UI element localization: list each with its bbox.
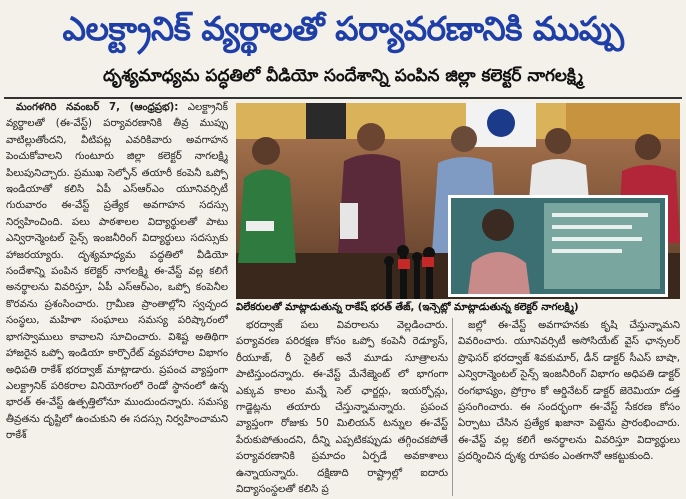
column-right-text: జల్లో ఈ-వేస్ట్ అవగాహనకు కృషి చేస్తున్నామని వివరించారు. యూనివర్సిటీ అసోసియేట్ వైస్ ఛాన్సలర్ ప్రొఫెసర్ భరద్వాజ్ శివకుమార్, డీన్ డాక్టర్ సీఎస్ బాషా, ఎన్విరాన్మెంటల్ సైన్స్ ఇంజనీరింగ్ విభాగం అధిపతి డాక్టర్ రంగభాష్యం, ప్రోగ్రాం కో ఆర్డినేటర్ డాక్టర్ జెరెమియా దత్త ప్రసంగించారు. ఈ సందర్భంగా ఈ-వేస్ట్ సేకరణ కోసం ఏర్పాటు చేసిన ప్రత్యేక ఖజానా పెట్టెను ప్రారంభించారు. ఈ-వేస్ట్ వల్ల కలిగే అనర్థాలను వివరిస్తూ విద్యార్థులు ప్రదర్శించిన దృశ్య రూపకం ఎంతగానో ఆకట్టుకుంది.	[458, 320, 680, 463]
press-meet-photo	[236, 103, 680, 299]
press-meet-photo-graphic	[236, 103, 680, 299]
article-headline: ఎలక్ట్రానిక్ వ్యర్థాలతో పర్యావరణానికి ముప్పు	[62, 8, 624, 48]
column-divider	[452, 318, 453, 496]
column-middle-text: భరద్వాజ్ పలు వివరాలను వెల్లడించారు. పర్యావరణ పరిరక్షణ కోసం ఒప్పో కంపెనీ రెడ్యూస్, రీయూజ్, రీ సైకిల్ అనే మూడు సూత్రాలను పాటిస్తుందన్నారు. ఈ-వేస్ట్ మేనేజ్మెంట్ లో భాగంగా ఎక్కువ కాలం మన్నే సెల్ ఛార్జర్లు, ఇయర్ఫోన్లు, గాడ్జెట్లను తయారు చేస్తున్నామన్నారు. ప్రపంచ వ్యాప్తంగా రోజుకు 50 మిలియన్ టన్నుల ఈ-వేస్ట్ పేరుకుపోతుందని, దీన్ని ఎప్పటికప్పుడు తగ్గించకపోతే పర్యావరణానికి ప్రమాదం ఏర్పడే అవకాశాలు ఉన్నాయన్నారు. దక్షిణాది రాష్ట్రాల్లో ఐదారు విద్యాసంస్థలతో కలిసి ప్ర	[236, 320, 448, 496]
article-column-middle	[236, 318, 448, 496]
column-left-text: ఎలక్ట్రానిక్ వ్యర్థాలతో (ఈ-వేస్ట్) పర్యావరణానికి తీవ్ర ముప్పు వాటిల్లుతోందని, వీటిపట్ల ఎవరికివారు అవగాహన పెంచుకోవాలని గుంటూరు జిల్లా కలెక్టర్ నాగలక్ష్మి పిలుపునిచ్చారు. ప్రముఖ సెల్ఫోన్ తయారీ కంపెనీ ఒప్పో ఇండియాతో కలిసి ఏపీ ఎస్ఆర్ఎం యూనివర్సిటీ గురువారం ఈ-వేస్ట్ ప్రత్యేక అవగాహన సదస్సు నిర్వహించింది. పలు పాఠశాలల విద్యార్థులతో పాటు ఎన్విరాన్మెంటల్ సైన్స్ ఇంజనీరింగ్ విద్యార్థులు సదస్సుకు హాజరయ్యారు. దృశ్యమాధ్యమ పద్ధతిలో వీడియో సందేశాన్ని పంపిన కలెక్టర్ నాగలక్ష్మి ఈ-వేస్ట్ వల్ల కలిగే అనర్థాలను వివరిస్తూ, ఏపీ ఎస్ఆర్ఎం, ఒప్పో కంపెనీల కొరవను ప్రశంసించారు. గ్రామీణ ప్రాంతాల్లోని స్వచ్ఛంద సంస్థలు, మహిళా సంఘాలు సమస్య పరిష్కారంలో భాగస్వాములు కావాలని సూచించారు. విశిష్ట అతిథిగా హాజరైన ఒప్పో ఇండియా కార్పొరేట్ వ్యవహారాల విభాగం అధిపతి రాకేశ్ భరద్వాజ్ మాట్లాడారు. ప్రపంచ వ్యాప్తంగా ఎలక్ట్రానిక్ పరికరాల వినియోగంలో రెండో స్థానంలో ఉన్న భారత్ ఈ-వేస్ట్ ఉత్పత్తిలోనూ ముందుందన్నారు. సమస్య తీవ్రతను దృష్టిలో ఉంచుకుని ఈ సదస్సు నిర్వహించామని రాకేశ్	[6, 102, 228, 442]
headline-divider	[4, 97, 682, 99]
collector-inset-photo	[448, 195, 668, 297]
article-subheadline: దృశ్యమాధ్యమ పద్ధతిలో వీడియో సందేశాన్ని పంపిన జిల్లా కలెక్టర్ నాగలక్ష్మి	[103, 66, 583, 86]
column-left-paragraph	[6, 100, 228, 445]
dateline: మంగళగిరి నవంబర్ 7, (ఆంధ్రప్రభ):	[16, 102, 179, 113]
photo-caption: విలేకరులతో మాట్లాడుతున్న రాకేష్ భరత్ తేజ్, (ఇన్సెట్లో మాట్లాడుతున్న కలెక్టర్ నాగలక్ష్మి)	[236, 302, 579, 313]
article-column-left	[6, 100, 228, 496]
article-column-right	[458, 318, 680, 496]
